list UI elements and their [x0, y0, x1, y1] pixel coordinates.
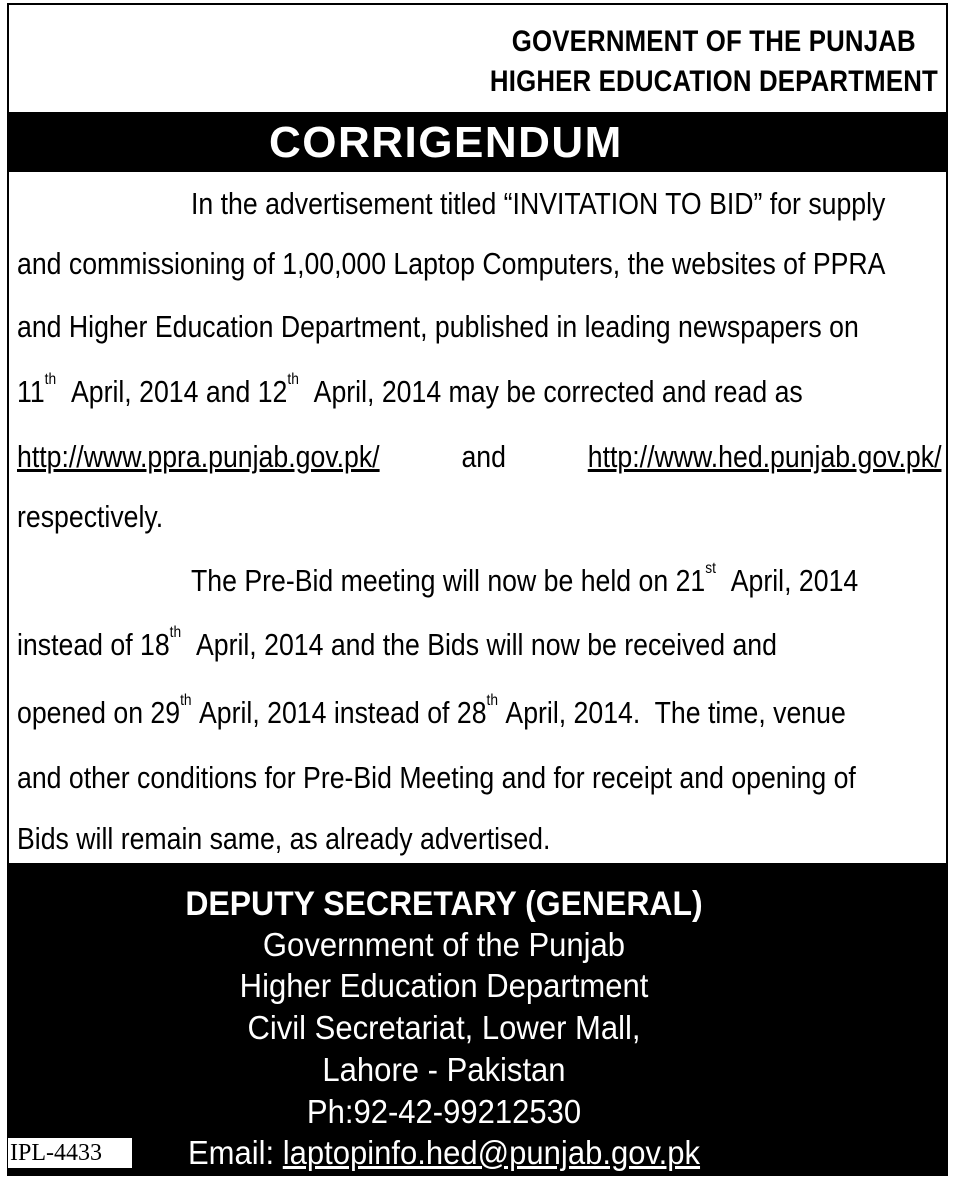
para1-line5: [17, 439, 942, 474]
para2-line1-end: April, 2014: [730, 563, 859, 598]
header-department: HIGHER EDUCATION DEPARTMENT: [489, 65, 938, 98]
signatory-address-2: Lahore - Pakistan: [322, 1051, 566, 1088]
signatory-email-line: [7, 1136, 914, 1169]
corrigendum-notice: [7, 3, 948, 1176]
date-11-suffix: th: [44, 371, 57, 388]
title-bar: [9, 112, 946, 172]
para1-line4-end: April, 2014 may be corrected and read as: [313, 374, 803, 409]
para2-line1: [191, 560, 859, 598]
para1-line1: [191, 186, 886, 221]
para1-line6-text: respectively.: [17, 499, 164, 534]
signatory-org-2: Higher Education Department: [239, 967, 649, 1004]
date-21-suffix: st: [705, 560, 716, 577]
para2-line3-a: opened on 29: [17, 695, 181, 730]
signatory-address-1: Civil Secretariat, Lower Mall,: [247, 1009, 641, 1046]
para2-line3-b: April, 2014 instead of 28: [198, 695, 487, 730]
para2-line2-b: April, 2014 and the Bids will now be received and: [195, 627, 777, 662]
date-18-suffix: th: [169, 624, 182, 641]
email-link[interactable]: laptopinfo.hed@punjab.gov.pk: [282, 1134, 701, 1171]
para2-line5: [17, 823, 813, 854]
para2-line1-text: The Pre-Bid meeting will now be held on 21: [191, 563, 706, 598]
hed-website-link[interactable]: http://www.hed.punjab.gov.pk/: [587, 439, 942, 474]
para2-line4-text: and other conditions for Pre-Bid Meeting and for receipt and opening of: [17, 760, 856, 795]
email-label: Email:: [187, 1134, 275, 1171]
para2-line5-text: Bids will remain same, as already advertised.: [17, 821, 551, 856]
signature-block: [9, 863, 946, 1174]
header-government: GOVERNMENT OF THE PUNJAB: [511, 25, 916, 58]
ppra-website-link[interactable]: http://www.ppra.punjab.gov.pk/: [17, 439, 380, 474]
para1-line1-text: In the advertisement titled “INVITATION TO BID” for supply: [191, 186, 886, 221]
para1-line6: [17, 501, 813, 532]
date-29-suffix: th: [180, 692, 192, 709]
para1-line2-text: and commissioning of 1,00,000 Laptop Computers, the websites of PPRA: [17, 246, 886, 281]
and-word: and: [461, 439, 506, 474]
para1-line3-text: and Higher Education Department, published in leading newspapers on: [17, 309, 859, 344]
signatory-designation: DEPUTY SECRETARY (GENERAL): [185, 885, 703, 923]
para2-line3: [17, 692, 846, 730]
para1-line2: [17, 246, 886, 281]
para1-line3: [17, 309, 859, 344]
para2-line4: [17, 760, 856, 795]
ipl-code: IPL-4433: [8, 1138, 132, 1168]
para2-line2-a: instead of 18: [17, 627, 170, 662]
date-12-suffix: th: [287, 371, 299, 388]
para2-line2: [17, 624, 813, 662]
signatory-org-1: Government of the Punjab: [262, 926, 626, 963]
date-28-suffix: th: [486, 692, 498, 709]
signatory-phone: Ph:92-42-99212530: [306, 1093, 582, 1130]
para2-line3-c: April, 2014. The time, venue: [505, 695, 846, 730]
para1-line4-mid: April, 2014 and 12: [70, 374, 288, 409]
para1-line4: [17, 371, 813, 409]
notice-title: CORRIGENDUM: [269, 118, 623, 167]
date-11: 11: [17, 374, 45, 409]
